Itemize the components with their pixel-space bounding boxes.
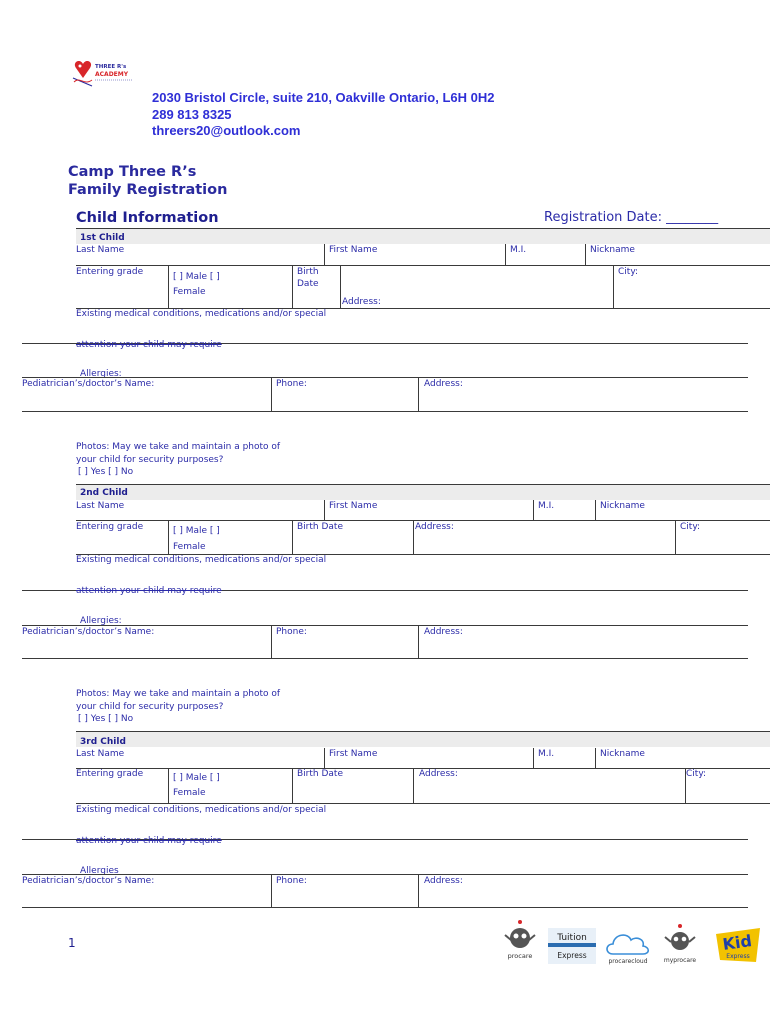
child-3-nickname-label: Nickname bbox=[600, 749, 645, 759]
child-1-grade-label: Entering grade bbox=[76, 267, 144, 277]
child-3-city-label: City: bbox=[686, 769, 707, 779]
child-1-date-label: Date bbox=[297, 279, 319, 289]
child-1-city-label: City: bbox=[618, 267, 639, 277]
registration-date-label[interactable]: Registration Date: ________ bbox=[544, 210, 719, 225]
header-address: 2030 Bristol Circle, suite 210, Oakville Ontario, L6H 0H2 bbox=[152, 90, 495, 105]
kid-express-badge bbox=[712, 924, 764, 966]
child-1-photos-label: Photos: May we take and maintain a photo of bbox=[76, 442, 281, 452]
child-2-nickname-label: Nickname bbox=[600, 501, 645, 511]
svg-text:ACADEMY: ACADEMY bbox=[95, 71, 129, 78]
child-3-address-label: Address: bbox=[419, 769, 458, 779]
child-2-doctor-phone-label: Phone: bbox=[276, 627, 307, 637]
child-3-allergies-label: Allergies bbox=[80, 866, 119, 876]
child-1-last-name-label: Last Name bbox=[76, 245, 125, 255]
child-2-grade-label: Entering grade bbox=[76, 522, 144, 532]
child-3-doctor-label: Pediatrician’s/doctor’s Name: bbox=[22, 876, 155, 886]
child-2-medical-label-2: attention your child may require bbox=[76, 586, 222, 596]
svg-text:myprocare: myprocare bbox=[663, 957, 697, 964]
child-1-nickname-label: Nickname bbox=[590, 245, 635, 255]
child-2-last-name-label: Last Name bbox=[76, 501, 125, 511]
child-2-doctor-label: Pediatrician’s/doctor’s Name: bbox=[22, 627, 155, 637]
child-1-first-name-label: First Name bbox=[329, 245, 378, 255]
child-1-female-option[interactable]: Female bbox=[173, 287, 206, 297]
child-2-birth-date-label: Birth Date bbox=[297, 522, 343, 532]
academy-logo-graphic bbox=[70, 56, 140, 90]
child-1-medical-label: Existing medical conditions, medications and/or special bbox=[76, 309, 327, 319]
child-2-male-option[interactable]: [ ] Male [ ] bbox=[173, 526, 220, 536]
section-title: Child Information bbox=[76, 210, 219, 226]
child-3-female-option[interactable]: Female bbox=[173, 788, 206, 798]
child-2-city-label: City: bbox=[680, 522, 701, 532]
svg-text:THREE R's: THREE R's bbox=[95, 64, 127, 70]
child-1-male-option[interactable]: [ ] Male [ ] bbox=[173, 272, 220, 282]
child-3-last-name-label: Last Name bbox=[76, 749, 125, 759]
child-3-birth-date-label: Birth Date bbox=[297, 769, 343, 779]
child-2-address-label: Address: bbox=[415, 522, 454, 532]
child-2-doctor-address-label: Address: bbox=[424, 627, 463, 637]
child-2-header-band bbox=[76, 484, 770, 500]
child-1-address-label: Address: bbox=[342, 297, 381, 307]
child-1-photos-options[interactable]: [ ] Yes [ ] No bbox=[78, 467, 134, 477]
child-3-doctor-address-label: Address: bbox=[424, 876, 463, 886]
procarecloud-badge bbox=[603, 928, 653, 966]
child-3-first-name-label: First Name bbox=[329, 749, 378, 759]
child-2-female-option[interactable]: Female bbox=[173, 542, 206, 552]
child-1-doctor-label: Pediatrician’s/doctor’s Name: bbox=[22, 379, 155, 389]
child-1-doctor-address-label: Address: bbox=[424, 379, 463, 389]
svg-text:Kid: Kid bbox=[721, 931, 754, 955]
child-2-heading: 2nd Child bbox=[80, 488, 128, 498]
child-1-header-band bbox=[76, 228, 770, 244]
svg-text:Express: Express bbox=[557, 951, 587, 960]
child-2-medical-label: Existing medical conditions, medications and/or special bbox=[76, 555, 327, 565]
page-number: 1 bbox=[68, 936, 76, 950]
child-2-first-name-label: First Name bbox=[329, 501, 378, 511]
svg-text:Express: Express bbox=[726, 953, 750, 960]
form-title-line2: Family Registration bbox=[68, 182, 228, 198]
child-3-doctor-phone-label: Phone: bbox=[276, 876, 307, 886]
child-1-birth-label: Birth bbox=[297, 267, 319, 277]
child-1-mi-label: M.I. bbox=[510, 245, 527, 255]
child-3-male-option[interactable]: [ ] Male [ ] bbox=[173, 773, 220, 783]
child-3-medical-label-2: attention your child may require bbox=[76, 836, 222, 846]
svg-text:Tuition: Tuition bbox=[557, 933, 587, 943]
child-1-photos-label-2: your child for security purposes? bbox=[76, 455, 224, 465]
child-3-header-band bbox=[76, 731, 770, 747]
child-1-allergies-label: Allergies: bbox=[80, 369, 122, 379]
svg-text:procare: procare bbox=[507, 952, 533, 960]
child-3-grade-label: Entering grade bbox=[76, 769, 144, 779]
child-3-heading: 3rd Child bbox=[80, 737, 126, 747]
child-3-medical-label: Existing medical conditions, medications and/or special bbox=[76, 805, 327, 815]
child-1-doctor-phone-label: Phone: bbox=[276, 379, 307, 389]
academy-logo bbox=[70, 56, 140, 90]
svg-text:procarecloud: procarecloud bbox=[608, 958, 648, 965]
child-2-mi-label: M.I. bbox=[538, 501, 555, 511]
myprocare-badge bbox=[658, 922, 702, 966]
child-1-medical-label-2: attention your child may require bbox=[76, 340, 222, 350]
tuition-express-badge bbox=[548, 928, 596, 964]
child-1-heading: 1st Child bbox=[80, 233, 125, 243]
child-2-photos-label-2: your child for security purposes? bbox=[76, 702, 224, 712]
form-title-line1: Camp Three R’s bbox=[68, 164, 197, 180]
procare-badge bbox=[500, 918, 540, 966]
header-email[interactable]: threers20@outlook.com bbox=[152, 123, 301, 138]
child-2-photos-options[interactable]: [ ] Yes [ ] No bbox=[78, 714, 134, 724]
header-phone: 289 813 8325 bbox=[152, 107, 232, 122]
child-3-mi-label: M.I. bbox=[538, 749, 555, 759]
child-2-photos-label: Photos: May we take and maintain a photo of bbox=[76, 689, 281, 699]
child-2-allergies-label: Allergies: bbox=[80, 616, 122, 626]
